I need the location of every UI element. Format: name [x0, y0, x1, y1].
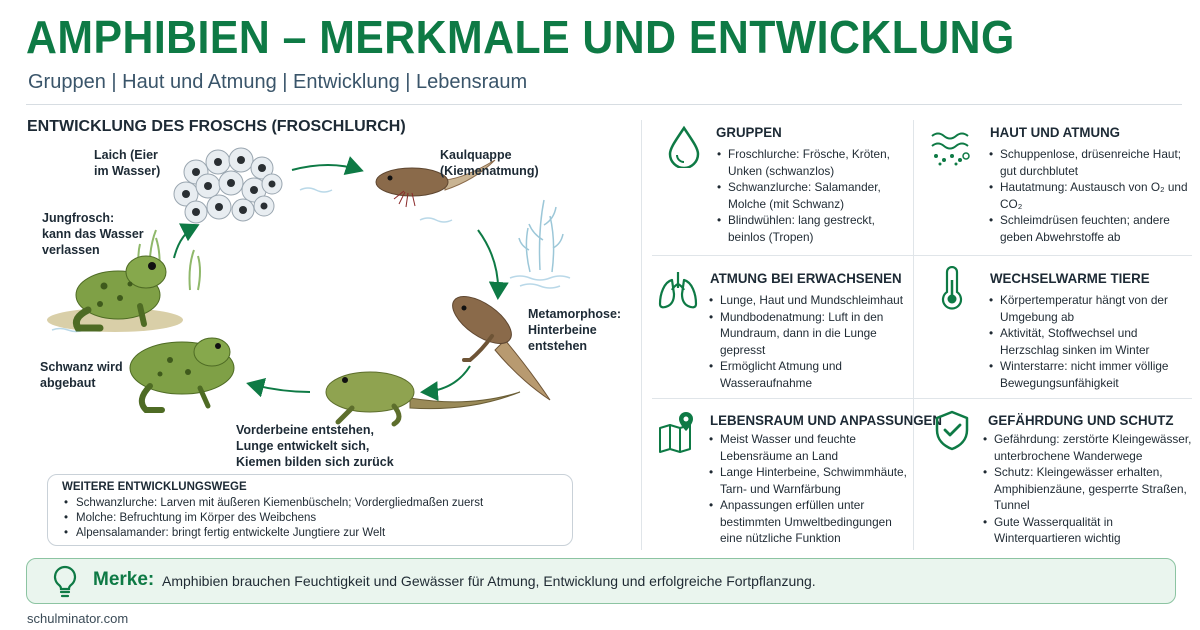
card-title: ATMUNG BEI ERWACHSENEN — [710, 270, 902, 286]
card-title: WECHSELWARME TIERE — [990, 270, 1150, 286]
card-list — [716, 146, 906, 245]
thermometer-icon — [930, 266, 974, 310]
list-item: • Ermöglicht Atmung und Wasseraufnahme — [708, 358, 908, 391]
merke-label: Merke: — [93, 569, 155, 590]
card-grid-divider — [913, 120, 914, 550]
map-pin-icon — [656, 410, 700, 454]
lightbulb-icon — [51, 565, 79, 599]
card-list — [708, 431, 908, 547]
froglet-tail-shrinking — [130, 338, 234, 410]
column-divider — [641, 120, 642, 550]
list-item: • Schwanzlurche: Salamander, Molche (mit Schwanz) — [716, 179, 906, 212]
stage-label-young-frog: Jungfrosch: kann das Wasser verlassen — [42, 211, 144, 257]
stage-label-metamorphosis: Metamorphose: Hinterbeine entstehen — [528, 307, 622, 353]
stage-label-tadpole: Kaulquappe (Kiemenatmung) — [440, 148, 539, 178]
list-item: • Lunge, Haut und Mundschleimhaut — [708, 292, 908, 309]
list-item: • Winterstarre: nicht immer völlige Bewegungsunfähigkeit — [988, 358, 1188, 391]
list-item: • Alpensalamander: bringt fertig entwickelte Jungtiere zur Welt — [62, 526, 558, 541]
merke-text: Amphibien brauchen Feuchtigkeit und Gewässer für Atmung, Entwicklung und erfolgreiche Fortpflanzung. — [162, 573, 816, 589]
card-list — [982, 431, 1194, 547]
list-item: • Aktivität, Stoffwechsel und Herzschlag sinken im Winter — [988, 325, 1188, 358]
list-item: • Lange Hinterbeine, Schwimmhäute, Tarn- und Warnfärbung — [708, 464, 908, 497]
footer-source: schulminator.com — [27, 611, 129, 626]
egg-cluster — [174, 148, 282, 223]
shield-check-icon — [930, 408, 974, 452]
card-title: LEBENSRAUM UND ANPASSUNGEN — [710, 412, 943, 428]
card-title: GEFÄHRDUNG UND SCHUTZ — [988, 412, 1174, 428]
list-item: • Blindwühlen: lang gestreckt, beinlos (Tropen) — [716, 212, 906, 245]
development-title: ENTWICKLUNG DES FROSCHS (FROSCHLURCH) — [27, 118, 406, 135]
list-item: • Schutz: Kleingewässer erhalten, Amphibienzäune, gesperrte Straßen, Tunnel — [982, 464, 1194, 514]
further-development-box — [47, 474, 573, 546]
froglet-with-tail — [326, 372, 520, 424]
card-list — [708, 292, 908, 391]
page-title: AMPHIBIEN – MERKMALE UND ENTWICKLUNG — [26, 11, 1015, 63]
stage-label-eggs: Laich (Eier im Wasser) — [94, 148, 161, 178]
header-divider — [26, 104, 1182, 105]
stage-label-front-legs: Vorderbeine entstehen, Lunge entwickelt sich, Kiemen bilden sich zurück — [236, 423, 394, 469]
list-item: • Körpertemperatur hängt von der Umgebung ab — [988, 292, 1188, 325]
list-item: • Anpassungen erfüllen unter bestimmten Umweltbedingungen eine nützliche Funktion — [708, 497, 908, 547]
list-item: • Gute Wasserqualität in Winterquartieren wichtig — [982, 514, 1194, 547]
card-list — [988, 292, 1188, 391]
list-item: • Meist Wasser und feuchte Lebensräume an Land — [708, 431, 908, 464]
life-cycle-illustration — [0, 130, 640, 470]
stage-label-tail: Schwanz wird abgebaut — [40, 360, 123, 390]
card-grid-divider — [652, 255, 1192, 256]
card-title: GRUPPEN — [716, 124, 782, 140]
lungs-icon — [656, 268, 700, 312]
list-item: • Froschlurche: Frösche, Kröten, Unken (schwanzlos) — [716, 146, 906, 179]
list-item: • Mundbodenatmung: Luft in den Mundraum, dann in die Lunge gepresst — [708, 309, 908, 359]
page-subtitle: Gruppen | Haut und Atmung | Entwicklung | Lebensraum — [28, 71, 528, 93]
card-title: HAUT UND ATMUNG — [990, 124, 1121, 140]
further-development-list — [62, 496, 558, 541]
card-list — [988, 146, 1188, 245]
list-item: • Schleimdrüsen feuchten; andere geben Abwehrstoffe ab — [988, 212, 1188, 245]
further-development-title: WEITERE ENTWICKLUNGSWEGE — [62, 481, 247, 493]
list-item: • Molche: Befruchtung im Körper des Weibchens — [62, 511, 558, 526]
list-item: • Hautatmung: Austausch von O₂ und CO₂ — [988, 179, 1188, 212]
list-item: • Gefährdung: zerstörte Kleingewässer, unterbrochene Wanderwege — [982, 431, 1194, 464]
merke-box — [26, 558, 1176, 604]
water-drop-icon — [662, 124, 706, 168]
list-item: • Schuppenlose, drüsenreiche Haut; gut durchblutet — [988, 146, 1188, 179]
card-grid-divider — [652, 398, 1192, 399]
list-item: • Schwanzlurche: Larven mit äußeren Kiemenbüscheln; Vordergliedmaßen zuerst — [62, 496, 558, 511]
skin-pores-icon — [928, 126, 972, 170]
water-plant — [519, 200, 563, 272]
